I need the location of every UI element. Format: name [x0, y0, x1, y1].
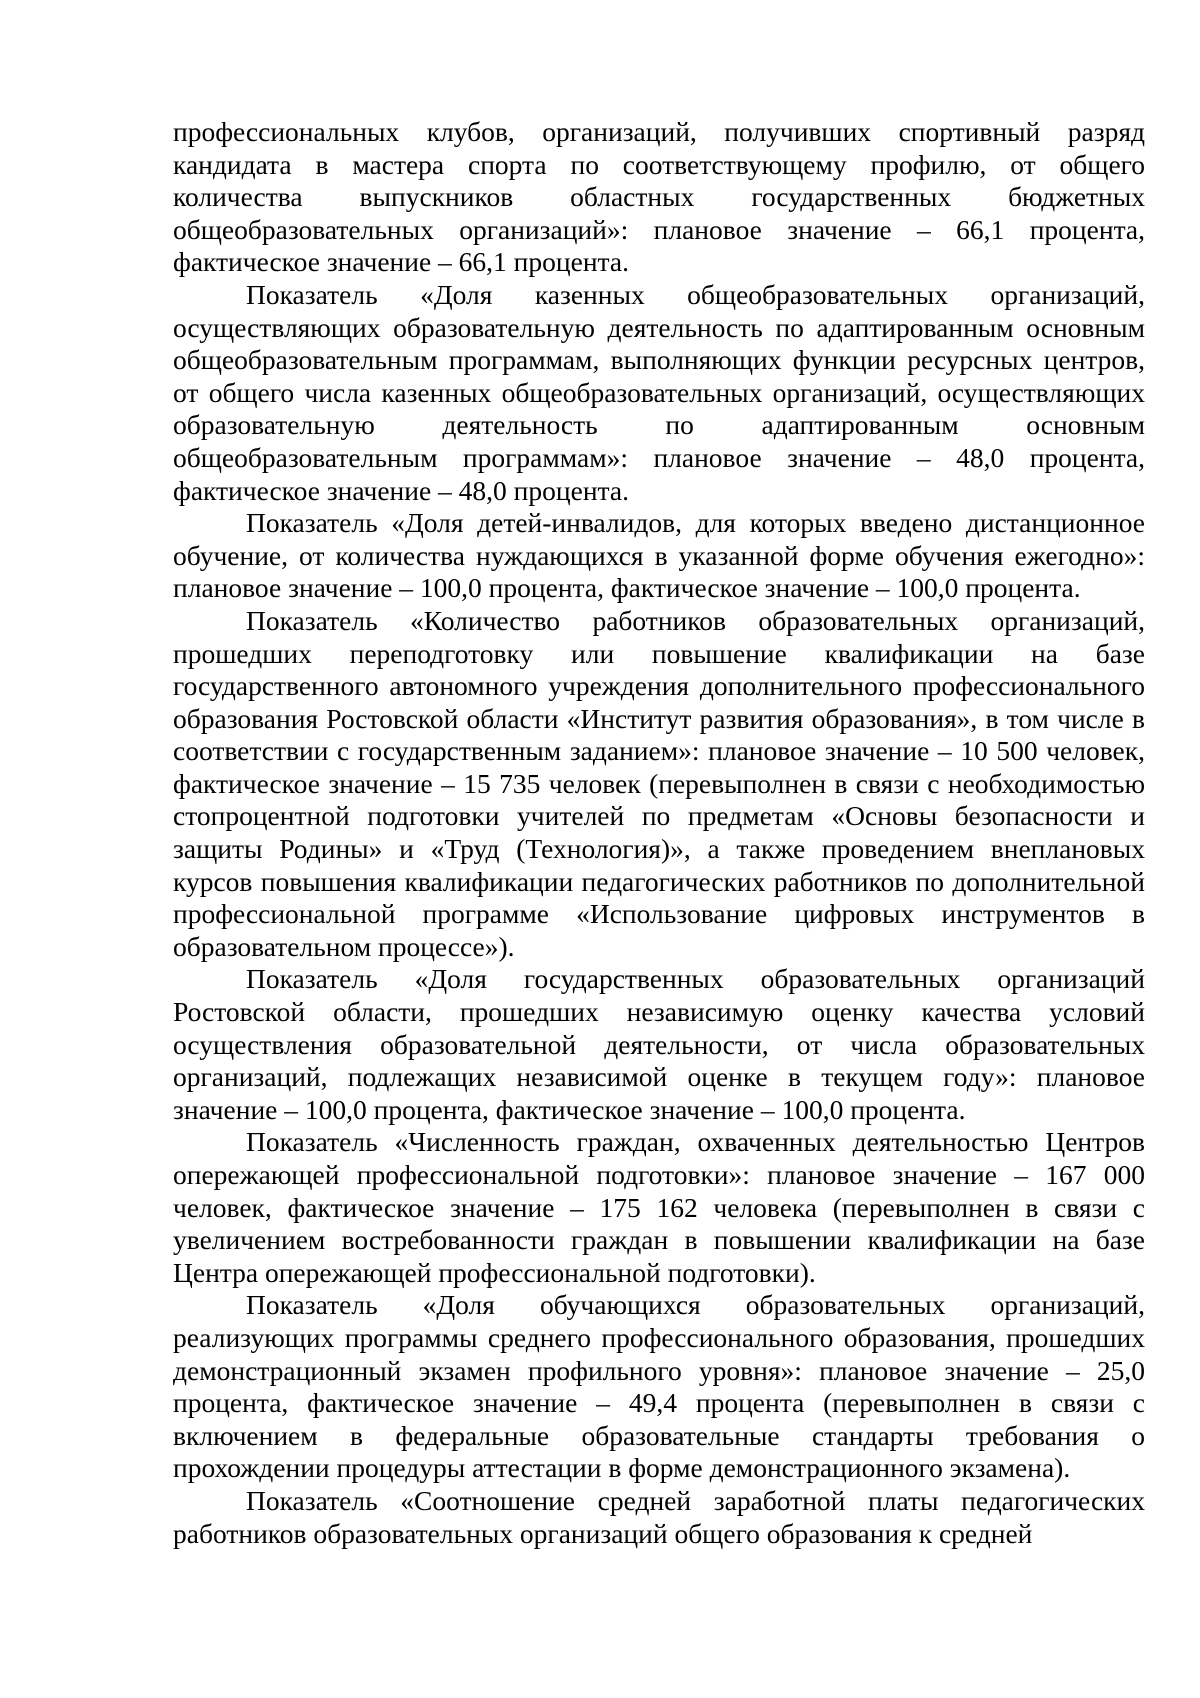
paragraph-quality-assessment: Показатель «Доля государственных образовательных организаций Ростовской области, прошедших независимую оценку качества условий осуществления образовательной деятельности, от числа образовательных организаций, подлежащих независимой оценке в текущем году»: плановое значение – 100,0 процента, фактическое значение – 100,0 процента.: [173, 963, 1145, 1125]
paragraph-continuation: профессиональных клубов, организаций, получивших спортивный разряд кандидата в мастера спорта по соответствующему профилю, от общего количества выпускников областных государственных бюджетных общеобразовательных организаций»: плановое значение – 66,1 процента, фактическое значение – 66,1 процента.: [173, 116, 1145, 278]
paragraph-demo-exam: Показатель «Доля обучающихся образовательных организаций, реализующих программы среднего профессионального образования, прошедших демонстрационный экзамен профильного уровня»: плановое значение – 25,0 процента, фактическое значение – 49,4 процента (перевыполнен в связи с включением в федеральные образовательные стандарты требования о прохождении процедуры аттестации в форме демонстрационного экзамена).: [173, 1289, 1145, 1484]
paragraph-staff-training: Показатель «Количество работников образовательных организаций, прошедших переподготовку или повышение квалификации на базе государственного автономного учреждения дополнительного профессионального образования Ростовской области «Институт развития образования», в том числе в соответствии с государственным заданием»: плановое значение – 10 500 человек, фактическое значение – 15 735 человек (перевыполнен в связи с необходимостью стопроцентной подготовки учителей по предметам «Основы безопасности и защиты Родины» и «Труд (Технология)», а также проведением внеплановых курсов повышения квалификации педагогических работников по дополнительной профессиональной программе «Использование цифровых инструментов в образовательном процессе»).: [173, 604, 1145, 962]
paragraph-salary-ratio: Показатель «Соотношение средней заработной платы педагогических работников образовательных организаций общего образования к средней: [173, 1484, 1145, 1549]
paragraph-resource-centers: Показатель «Доля казенных общеобразовательных организаций, осуществляющих образовательную деятельность по адаптированным основным общеобразовательным программам, выполняющих функции ресурсных центров, от общего числа казенных общеобразовательных организаций, осуществляющих образовательную деятельность по адаптированным основным общеобразовательным программам»: плановое значение – 48,0 процента, фактическое значение – 48,0 процента.: [173, 278, 1145, 506]
document-page: [173, 116, 1145, 1550]
paragraph-advanced-training-centers: Показатель «Численность граждан, охваченных деятельностью Центров опережающей профессиональной подготовки»: плановое значение – 167 000 человек, фактическое значение – 175 162 человека (перевыполнен в связи с увеличением востребованности граждан в повышении квалификации на базе Центра опережающей профессиональной подготовки).: [173, 1126, 1145, 1288]
paragraph-distance-learning: Показатель «Доля детей-инвалидов, для которых введено дистанционное обучение, от количества нуждающихся в указанной форме обучения ежегодно»: плановое значение – 100,0 процента, фактическое значение – 100,0 процента.: [173, 507, 1145, 604]
